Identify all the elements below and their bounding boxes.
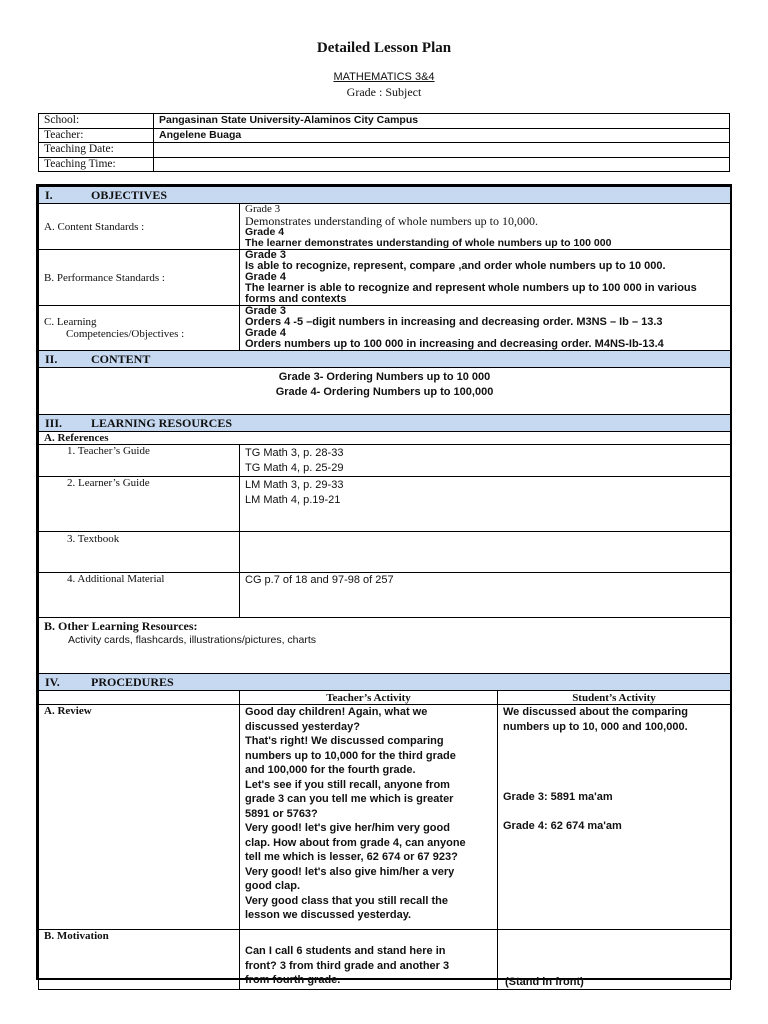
- teaching-date-value: [154, 143, 730, 158]
- teachers-guide-2: TG Math 4, p. 25-29: [245, 462, 344, 474]
- textbook-row: [39, 532, 731, 573]
- learners-guide-2: LM Math 4, p.19-21: [245, 494, 341, 506]
- content-header: [39, 351, 731, 368]
- review-student-line: numbers up to 10, 000 and 100,000.: [503, 720, 688, 733]
- performance-g4-text: The learner is able to recognize and represent whole numbers up to 100 000 in various forms and contexts: [245, 282, 697, 305]
- competencies-text: [240, 306, 731, 351]
- other-resources-value: Activity cards, flashcards, illustrations/pictures, charts: [68, 634, 317, 646]
- teaching-date-label: Teaching Date:: [39, 143, 154, 158]
- content-row: [39, 368, 731, 415]
- info-table: [38, 113, 730, 172]
- other-resources-cell: [39, 618, 731, 674]
- performance-standards-text: [240, 250, 731, 306]
- teaching-time-label: Teaching Time:: [39, 157, 154, 172]
- review-student-activity: [498, 705, 731, 930]
- textbook-label: 3. Textbook: [39, 532, 240, 573]
- date-row: [39, 143, 730, 158]
- review-row: [39, 705, 731, 930]
- content-title: CONTENT: [91, 351, 151, 366]
- teacher-activity-header: Teacher’s Activity: [240, 691, 498, 705]
- review-label: A. Review: [39, 705, 240, 930]
- lesson-plan-body: [36, 184, 732, 988]
- learners-guide-1: LM Math 3, p. 29-33: [245, 479, 344, 491]
- resources-title: LEARNING RESOURCES: [91, 415, 233, 430]
- motivation-teacher-line: from fourth grade.: [245, 974, 341, 986]
- content-g3-label: Grade 3: [245, 203, 281, 215]
- student-activity-header: Student’s Activity: [498, 691, 731, 705]
- textbook-value: [240, 532, 731, 573]
- teacher-label: Teacher:: [39, 128, 154, 143]
- content-standards-text: [240, 204, 731, 250]
- review-teacher-line: Let's see if you still recall, anyone from: [245, 778, 450, 791]
- procedures-title: PROCEDURES: [91, 674, 174, 689]
- other-resources-row: [39, 618, 731, 674]
- activity-header-blank: [39, 691, 240, 705]
- motivation-label: B. Motivation: [39, 930, 240, 990]
- content-line1: Grade 3- Ordering Numbers up to 10 000: [278, 371, 491, 383]
- performance-standards-row: [39, 250, 731, 306]
- school-label: School:: [39, 114, 154, 129]
- review-teacher-line: Good day children! Again, what we: [245, 706, 428, 718]
- review-teacher-line: clap. How about from grade 4, can anyone: [245, 836, 466, 849]
- resources-header: [39, 415, 731, 432]
- review-teacher-line: lesson we discussed yesterday.: [245, 909, 412, 921]
- objectives-num: I.: [45, 187, 53, 202]
- grade-subject: Grade : Subject: [346, 85, 422, 99]
- review-student-line: We discussed about the comparing: [503, 706, 688, 718]
- review-student-grade3: Grade 3: 5891 ma'am: [503, 791, 613, 803]
- teachers-guide-value: [240, 445, 731, 477]
- competencies-g4-label: Grade 4: [245, 327, 286, 339]
- motivation-teacher-activity: [240, 930, 498, 990]
- content-text: [39, 368, 731, 415]
- content-line2: Grade 4- Ordering Numbers up to 100,000: [275, 386, 494, 398]
- review-teacher-line: discussed yesterday?: [245, 720, 360, 733]
- references-row: [39, 432, 731, 445]
- review-teacher-line: That's right! We discussed comparing: [245, 735, 444, 747]
- school-value: Pangasinan State University-Alaminos City Campus: [154, 114, 730, 129]
- content-g4-text: The learner demonstrates understanding of whole numbers up to 100 000: [245, 237, 612, 249]
- school-row: [39, 114, 730, 129]
- motivation-teacher-line: Can I call 6 students and stand here in: [245, 945, 446, 957]
- additional-material-value: CG p.7 of 18 and 97-98 of 257: [240, 573, 731, 618]
- activity-header-row: [39, 691, 731, 705]
- teachers-guide-row: [39, 445, 731, 477]
- content-standards-row: [39, 204, 731, 250]
- review-teacher-line: numbers up to 10,000 for the third grade: [245, 749, 456, 762]
- learners-guide-value: [240, 477, 731, 532]
- motivation-row: [39, 930, 731, 990]
- content-g4-label: Grade 4: [245, 226, 285, 238]
- teachers-guide-1: TG Math 3, p. 28-33: [245, 447, 344, 459]
- competencies-g4-text: Orders numbers up to 100 000 in increasing and decreasing order. M4NS-Ib-13.4: [245, 338, 664, 350]
- performance-g3-label: Grade 3: [245, 249, 286, 261]
- resources-num: III.: [45, 415, 63, 430]
- teaching-time-value: [154, 157, 730, 172]
- other-resources-label: B. Other Learning Resources:: [44, 619, 198, 633]
- learners-guide-label: 2. Learner’s Guide: [39, 477, 240, 532]
- time-row: [39, 157, 730, 172]
- additional-material-row: [39, 573, 731, 618]
- review-teacher-line: Very good! let's give her/him very good: [245, 822, 450, 834]
- performance-g3-text: Is able to recognize, represent, compare ,and order whole numbers up to 10 000.: [245, 260, 666, 272]
- procedures-header: [39, 674, 731, 691]
- review-teacher-line: Very good! let's also give him/her a very: [245, 865, 455, 878]
- competencies-label-line1: C. Learning: [44, 316, 97, 328]
- review-teacher-line: grade 3 can you tell me which is greater: [245, 793, 454, 805]
- additional-material-label: 4. Additional Material: [39, 573, 240, 618]
- learners-guide-row: [39, 477, 731, 532]
- content-num: II.: [45, 351, 58, 366]
- competencies-label: [39, 306, 240, 351]
- subject-heading: MATHEMATICS 3&4: [333, 71, 435, 83]
- review-teacher-line: tell me which is lesser, 62 674 or 67 923?: [245, 851, 458, 863]
- motivation-student-activity: (Stand in front): [498, 930, 731, 990]
- content-g3-text: Demonstrates understanding of whole numbers up to 10,000.: [245, 214, 538, 228]
- teacher-value: Angelene Buaga: [154, 128, 730, 143]
- competencies-g3-label: Grade 3: [245, 305, 286, 317]
- competencies-g3-text: Orders 4 -5 –digit numbers in increasing and decreasing order. M3NS – Ib – 13.3: [245, 316, 663, 328]
- objectives-title: OBJECTIVES: [91, 187, 168, 202]
- review-student-grade4: Grade 4: 62 674 ma'am: [503, 819, 622, 832]
- references-label: A. References: [39, 432, 731, 445]
- content-standards-label: A. Content Standards :: [39, 204, 240, 250]
- competencies-row: [39, 306, 731, 351]
- page-title: Detailed Lesson Plan: [316, 40, 452, 56]
- review-teacher-line: and 100,000 for the fourth grade.: [245, 764, 416, 776]
- review-teacher-line: Very good class that you still recall the: [245, 894, 448, 907]
- objectives-header: [39, 187, 731, 204]
- performance-standards-label: B. Performance Standards :: [39, 250, 240, 306]
- performance-g4-label: Grade 4: [245, 271, 286, 283]
- motivation-teacher-line: front? 3 from third grade and another 3: [245, 959, 450, 972]
- procedures-num: IV.: [45, 674, 60, 689]
- teacher-row: [39, 128, 730, 143]
- review-teacher-activity: [240, 705, 498, 930]
- competencies-label-line2: Competencies/Objectives :: [66, 328, 185, 340]
- review-teacher-line: 5891 or 5763?: [245, 807, 318, 820]
- review-teacher-line: good clap.: [245, 880, 300, 892]
- teachers-guide-label: 1. Teacher’s Guide: [39, 445, 240, 477]
